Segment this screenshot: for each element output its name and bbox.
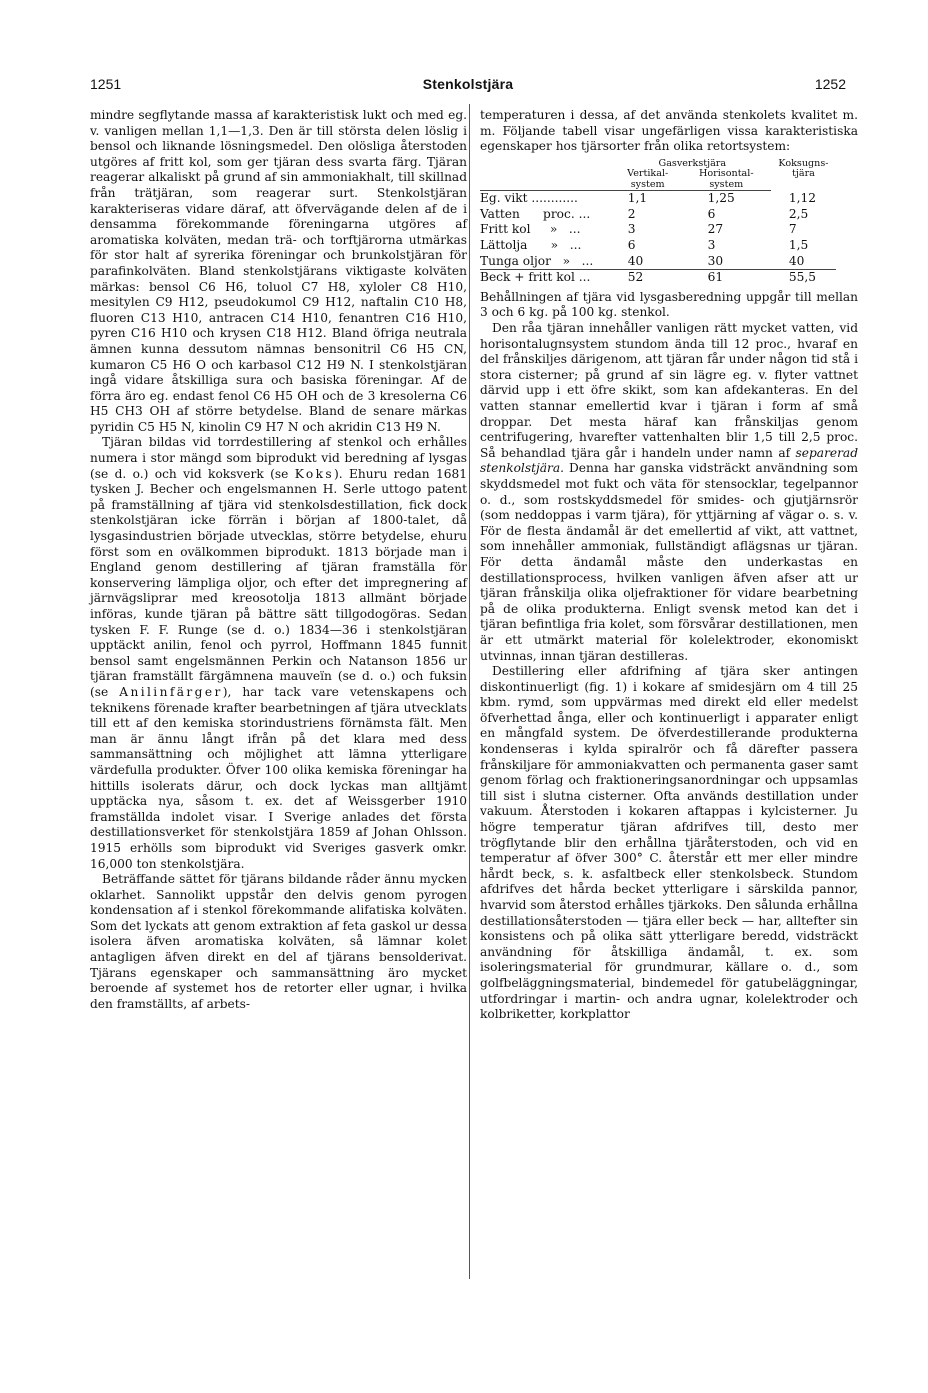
table-cell-v2: 27 bbox=[707, 222, 724, 237]
table-cell-label: Lättolja » ... bbox=[480, 238, 582, 253]
table-cell-v3: 40 bbox=[788, 253, 805, 268]
table-cell-v1: 52 bbox=[614, 270, 682, 286]
table-row bbox=[480, 254, 836, 270]
page-header bbox=[90, 76, 846, 94]
table-cell-v3: 7 bbox=[788, 222, 797, 237]
left-column bbox=[90, 108, 467, 1012]
table-cell-v3: 1,5 bbox=[788, 238, 809, 253]
table-cell-v3: 1,12 bbox=[788, 190, 817, 205]
table-cell-v2: 3 bbox=[707, 238, 716, 253]
table-cell-v3: 2,5 bbox=[788, 206, 809, 221]
table-cell-v2: 1,25 bbox=[707, 191, 735, 206]
left-paragraph-3: Beträffande sättet för tjärans bildande råder ännu mycken oklarhet. Sannolikt uppstår den delvis genom pyrogen kondensation af i stenkol förekommande alifatiska kolväten. Som det lyckats att genom extraktion af feta gaskol ur dessa isolera äfven aromatiska kolväten, så lämnar kolet antagligen äfven direkt en del af tjärans bensolderivat. Tjärans egenskaper och sammansättning äro mycket beroende af systemet hos de retorter eller ugnar, i hvilka den framställts, af arbets- bbox=[90, 872, 467, 1011]
cross-reference-koks: Koks bbox=[294, 466, 335, 481]
table-row bbox=[480, 207, 836, 223]
cross-reference-anilinfarger: Anilinfärger bbox=[119, 684, 223, 699]
column-divider bbox=[469, 104, 470, 1279]
table-cell-v1: 2 bbox=[627, 206, 636, 221]
table-cell-label: Vatten proc. ... bbox=[480, 206, 591, 221]
table-cell-label: Tunga oljor » ... bbox=[480, 253, 594, 268]
term-separerad-stenkolstjara: separerad stenkolstjära. bbox=[480, 445, 858, 476]
table-cell-v1: 3 bbox=[627, 222, 636, 237]
tar-properties-table bbox=[480, 159, 836, 286]
table-row bbox=[480, 191, 836, 207]
table-cell-v1: 40 bbox=[627, 253, 644, 268]
right-paragraph-4: Destillering eller afdrifning af tjära sker antingen diskontinuerligt (fig. 1) i kokare af smidesjärn om 4 till 25 kbm. rymd, som uppvärmas med direkt eld eller medelst öfverhettad ånga, eller och kontinuerligt i apparater enligt en mångfald system. De öfverdestillerande produkterna kondenseras i kylda spiralrör och få därefter passera frånskiljare för ammoniakvatten och permanenta gaser samt genom förlag och fraktioneringsanordningar och uppsamlas till sist i slutna cisterner. Ofta används destillation under vakuum. Återstoden i kokaren aftappas i kylcisterner. Ju högre temperatur tjäran afdrifves till, desto mer trögflytande blir den erhållna tjäråterstoden, och vid en temperatur af öfver 300° C. återstår ett mer eller mindre hårdt beck, s. k. asfaltbeck eller stenkolsbeck. Stundom afdrifves det hårda becket ytterligare i särskilda pannor, hvarvid som återstod erhålles tjärkoks. Den sålunda erhållna destillationsåterstoden — tjära eller beck — har, alltefter sin konsistens och på olika sätt ytterligare beredd, vidsträckt användning för åtskilliga ändamål, t. ex. som isoleringsmaterial för grundmurar, källare o. d., som golfbeläggningsmaterial, bindemedel för gatubeläggningar, utfordringar i martin- och andra ugnar, kolelektroder och kolbriketter, korkplattor bbox=[480, 664, 858, 1022]
table-cell-v2: 30 bbox=[707, 253, 724, 268]
running-title: Stenkolstjära bbox=[422, 76, 514, 92]
left-paragraph-1: mindre segflytande massa af karakteristisk lukt och med eg. v. vanligen mellan 1,1—1,3. Den är till största delen löslig i bensol och liknande lösningsmedel. Den olösliga återstoden utgöres af fritt kol, som ger tjäran dess svarta färg. Tjäran reagerar alkaliskt på grund af sin ammoniakhalt, till skillnad från trätjäran, som reagerar surt. Stenkolstjäran karakteriseras vidare däraf, att öfvervägande delen af de i densamma förekommande föreningarna utgöres af aromatiska kolväten, medan trä- och torftjärorna utmärkas för stor halt af syrerika föreningar och brunkolstjäran för parafinkolväten. Bland stenkolstjärans viktigaste kolväten märkas: bensol C6 H6, toluol C7 H8, xyloler C8 H10, mesitylen C9 H12, pseudokumol C9 H12, naftalin C10 H8, fluoren C13 H10, antracen C14 H10, fenantren C16 H10, pyren C16 H10 och krysen C18 H12. Bland öfriga neutrala ämnen kunna dessutom nämnas bensonitril C6 H5 CN, kumaron C5 H6 O och karbasol C12 H9 N. I stenkolstjäran ingå vidare åtskilliga sura och basiska föreningar. Af de förra äro eg. endast fenol C6 H5 OH och de 3 kresolerna C6 H5 CH3 OH af större betydelse. Bland de senare märkas pyridin C5 H5 N, kinolin C9 H7 N och akridin C13 H9 N. bbox=[90, 108, 467, 434]
table-cell-v2: 6 bbox=[707, 206, 716, 221]
left-paragraph-2: Tjäran bildas vid torrdestillering af stenkol och erhålles numera i stor mängd som biprodukt vid beredning af lysgas (se d. o.) och vid koksverk (se Koks). Ehuru redan 1681 tysken J. Becher och engelsmannen H. Serle uttogo patent på framställning af tjära vid stenkolsdestillation, fick dock stenkolstjäran icke förrän i början af 1800-talet, då lysgasindustrien började utvecklas, större betydelse, ehuru först som en ovälkommen biprodukt. 1813 började man i England genom destillering af tjäran framställa för konservering lämpliga oljor, och efter det impregnering af järnvägsliprar med kreosotolja 1813 allmänt började införas, kunde tjäran på bättre sätt tillgodogöras. Sedan tysken F. F. Runge (se d. o.) 1834—36 i stenkolstjäran upptäckt anilin, fenol och pyrrol, Hoffmann 1845 funnit bensol samt engelsmännen Perkin och Natanson 1856 ur tjäran framställt färgämnena mauveïn (se d. o.) och fuksin (se Anilinfärger), har tack vare vetenskapens och teknikens förenade krafter bearbetningen af tjära utvecklats till ett af den kemiska storindustriens förnämsta fält. Men man är ännu långt ifrån på det klara med dess sammansättning och möjlighet att lämna ytterligare värdefulla produkter. Öfver 100 olika kemiska föreningar ha hittills isolerats därur, och dock lyckas man alltjämt upptäcka nya, såsom t. ex. det af Weissgerber 1910 framställda indolet visar. I Sverige anlades det första destillationsverket för stenkolstjära 1859 af Johan Ohlsson. 1915 erhölls som biprodukt vid Sveriges gasverk omkr. 16,000 ton stenkolstjära. bbox=[90, 435, 468, 871]
table-header-vertikal: Vertikal- system bbox=[614, 169, 682, 191]
table-group-header: Gasverkstjära bbox=[658, 157, 727, 169]
table-row bbox=[480, 238, 836, 254]
table-cell-label: Fritt kol » ... bbox=[480, 222, 581, 237]
right-paragraph-1: temperaturen i dessa, af det använda stenkolets kvalitet m. m. Följande tabell visar ungefärligen vissa karakteristiska egenskaper hos tjärsorter från olika retortsystem: bbox=[480, 108, 858, 154]
right-paragraph-2: Behållningen af tjära vid lysgasberedning uppgår till mellan 3 och 6 kg. på 100 kg. stenkol. bbox=[480, 289, 858, 320]
table-row bbox=[480, 222, 836, 238]
table-cell-label: Beck + fritt kol ... bbox=[480, 270, 614, 286]
right-column bbox=[480, 108, 858, 1023]
table-row bbox=[480, 270, 836, 286]
table-header-horisontal: Horisontal- system bbox=[682, 169, 771, 191]
right-paragraph-3: Den råa tjäran innehåller vanligen rätt mycket vatten, vid horisontalugnsystem stundom ända till 12 proc., hvaraf en del frånskiljes därigenom, att tjäran får under någon tid stå i stora cisterner; på grund af sin lägre eg. v. flyter vattnet därvid upp i ett öfre skikt, som kan afdekanteras. En del vatten stannar emellertid kvar i tjäran i form af små droppar. Det mesta häraf kan frånskiljas genom centrifugering, hvarefter vattenhalten blir 1,5 till 2,5 proc. Så behandlad tjära går i handeln under namn af separerad stenkolstjära. Denna har ganska vidsträckt användning som skyddsmedel mot fukt och väta för stensocklar, tegelpannor o. d., som rostskyddsmedel för smides- och gjutjärnsrör (som neddoppas i varm tjära), för yttjärning af vägar o. s. v. För de flesta ändamål är det emellertid af vikt, att vattnet, som innehåller ammoniak, fullständigt aflägsnas ur tjäran. För detta ändamål måste den underkastas en destillationsprocess, hvilken vanligen äfven afser att ur tjäran frånskilja olika oljefraktioner för vidare bearbetning på de olika produkterna. Enligt svensk metod kan det i tjäran befintliga fria kolet, som försvårar destillationen, men är ett utmärkt material för kolelektroder, ekonomiskt utvinnas, innan tjäran destilleras. bbox=[480, 321, 859, 663]
table-cell-v3: 55,5 bbox=[771, 270, 836, 286]
table-cell-v1: 6 bbox=[627, 238, 636, 253]
table-cell-v1: 1,1 bbox=[627, 191, 648, 206]
table-header-koksugn: Koksugns- tjära bbox=[778, 157, 829, 180]
page-number-left: 1251 bbox=[90, 76, 122, 92]
table-cell-label: Eg. vikt ............ bbox=[480, 191, 578, 206]
table-cell-v2: 61 bbox=[682, 270, 771, 286]
page-number-right: 1252 bbox=[814, 76, 846, 92]
